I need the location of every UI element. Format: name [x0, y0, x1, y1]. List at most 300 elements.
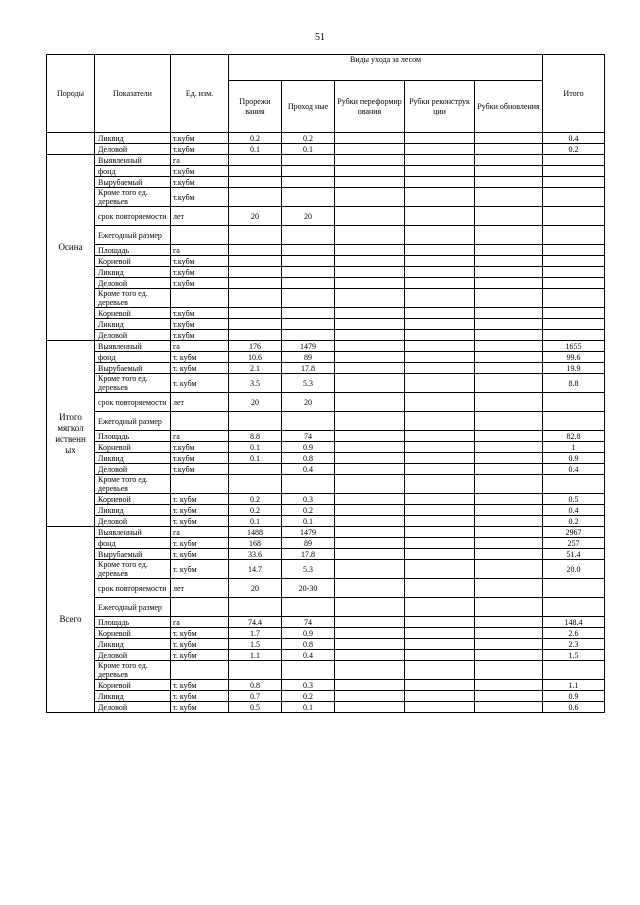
total-cell: 0.5 — [543, 494, 605, 505]
indicator-cell: Вырубаемый — [95, 363, 171, 374]
renewal-cell — [475, 289, 543, 308]
renewal-cell — [475, 278, 543, 289]
table-row — [47, 579, 605, 598]
reformation-cell — [335, 133, 405, 144]
thinning-cell — [229, 256, 282, 267]
renewal-cell — [475, 549, 543, 560]
reformation-cell — [335, 256, 405, 267]
indicator-cell: Ликвид — [95, 505, 171, 516]
reconstruction-cell — [405, 442, 475, 453]
reconstruction-cell — [405, 412, 475, 431]
unit-cell: т.кубм — [171, 330, 229, 341]
passing-cell — [282, 188, 335, 207]
reformation-cell — [335, 628, 405, 639]
indicator-cell: Ликвид — [95, 639, 171, 650]
indicator-cell: Вырубаемый — [95, 549, 171, 560]
unit-cell: т. кубм — [171, 691, 229, 702]
table-row — [47, 464, 605, 475]
thinning-cell — [229, 226, 282, 245]
table-row — [47, 319, 605, 330]
passing-cell — [282, 308, 335, 319]
reformation-cell — [335, 226, 405, 245]
table-header — [47, 55, 605, 133]
reconstruction-cell — [405, 431, 475, 442]
unit-cell: т. кубм — [171, 363, 229, 374]
table-row — [47, 431, 605, 442]
indicator-cell: срок повторяемости — [95, 579, 171, 598]
table-row — [47, 516, 605, 527]
indicator-cell: Корневой — [95, 308, 171, 319]
table-row — [47, 207, 605, 226]
table-row — [47, 256, 605, 267]
reconstruction-cell — [405, 691, 475, 702]
reformation-cell — [335, 680, 405, 691]
unit-cell: т. кубм — [171, 639, 229, 650]
indicator-cell: Кроме того ед. деревьев — [95, 374, 171, 393]
thinning-cell: 0.1 — [229, 144, 282, 155]
reformation-cell — [335, 188, 405, 207]
total-cell — [543, 245, 605, 256]
total-cell: 0.6 — [543, 702, 605, 713]
table-row — [47, 341, 605, 352]
total-cell — [543, 226, 605, 245]
renewal-cell — [475, 374, 543, 393]
renewal-cell — [475, 431, 543, 442]
reconstruction-cell — [405, 453, 475, 464]
reformation-cell — [335, 393, 405, 412]
reconstruction-cell — [405, 464, 475, 475]
thinning-cell: 0.2 — [229, 505, 282, 516]
reformation-cell — [335, 144, 405, 155]
renewal-cell — [475, 579, 543, 598]
indicator-cell: Деловой — [95, 650, 171, 661]
reconstruction-cell — [405, 166, 475, 177]
unit-cell: т.кубм — [171, 256, 229, 267]
total-cell: 8.8 — [543, 374, 605, 393]
passing-cell — [282, 475, 335, 494]
indicator-cell: срок повторяемости — [95, 393, 171, 412]
unit-cell: га — [171, 527, 229, 538]
indicator-cell: Ежегодный размер — [95, 226, 171, 245]
renewal-cell — [475, 166, 543, 177]
reformation-cell — [335, 453, 405, 464]
thinning-cell: 8.8 — [229, 431, 282, 442]
thinning-cell: 0.1 — [229, 516, 282, 527]
passing-cell — [282, 177, 335, 188]
renewal-cell — [475, 256, 543, 267]
renewal-cell — [475, 661, 543, 680]
unit-cell: т.кубм — [171, 442, 229, 453]
reconstruction-cell — [405, 341, 475, 352]
reformation-cell — [335, 538, 405, 549]
table-row — [47, 617, 605, 628]
species-cell — [47, 133, 95, 155]
indicator-cell: Ликвид — [95, 319, 171, 330]
reconstruction-cell — [405, 560, 475, 579]
table-row — [47, 598, 605, 617]
reconstruction-cell — [405, 680, 475, 691]
table-row — [47, 538, 605, 549]
table-row — [47, 494, 605, 505]
total-cell: 0.9 — [543, 453, 605, 464]
total-cell: 0.4 — [543, 464, 605, 475]
total-cell — [543, 188, 605, 207]
reconstruction-cell — [405, 628, 475, 639]
unit-cell — [171, 289, 229, 308]
reconstruction-cell — [405, 363, 475, 374]
reconstruction-cell — [405, 330, 475, 341]
reconstruction-cell — [405, 639, 475, 650]
table-row — [47, 330, 605, 341]
passing-cell: 89 — [282, 538, 335, 549]
thinning-cell: 20 — [229, 393, 282, 412]
total-cell: 51.4 — [543, 549, 605, 560]
thinning-cell — [229, 412, 282, 431]
passing-cell — [282, 267, 335, 278]
passing-cell: 89 — [282, 352, 335, 363]
table-row — [47, 650, 605, 661]
reformation-cell — [335, 661, 405, 680]
unit-cell: га — [171, 155, 229, 166]
indicator-cell: Ежегодный размер — [95, 412, 171, 431]
reconstruction-cell — [405, 352, 475, 363]
header-passing: Проход ные — [282, 81, 335, 133]
passing-cell — [282, 226, 335, 245]
total-cell: 0.2 — [543, 516, 605, 527]
unit-cell: т. кубм — [171, 680, 229, 691]
renewal-cell — [475, 505, 543, 516]
table-row — [47, 188, 605, 207]
reconstruction-cell — [405, 617, 475, 628]
renewal-cell — [475, 680, 543, 691]
unit-cell — [171, 661, 229, 680]
reformation-cell — [335, 319, 405, 330]
total-cell — [543, 393, 605, 412]
indicator-cell: Площадь — [95, 431, 171, 442]
renewal-cell — [475, 560, 543, 579]
reformation-cell — [335, 352, 405, 363]
reconstruction-cell — [405, 289, 475, 308]
reformation-cell — [335, 494, 405, 505]
reformation-cell — [335, 516, 405, 527]
total-cell: 1.1 — [543, 680, 605, 691]
passing-cell: 0.2 — [282, 133, 335, 144]
total-cell: 0.4 — [543, 133, 605, 144]
reformation-cell — [335, 431, 405, 442]
total-cell — [543, 155, 605, 166]
passing-cell: 5.3 — [282, 560, 335, 579]
renewal-cell — [475, 494, 543, 505]
total-cell — [543, 166, 605, 177]
passing-cell: 74 — [282, 617, 335, 628]
passing-cell — [282, 278, 335, 289]
thinning-cell: 0.1 — [229, 442, 282, 453]
thinning-cell: 14.7 — [229, 560, 282, 579]
renewal-cell — [475, 475, 543, 494]
total-cell: 1655 — [543, 341, 605, 352]
species-cell: Всего — [47, 527, 95, 713]
indicator-cell: Ликвид — [95, 267, 171, 278]
unit-cell: т. кубм — [171, 505, 229, 516]
thinning-cell: 0.7 — [229, 691, 282, 702]
thinning-cell: 10.6 — [229, 352, 282, 363]
thinning-cell — [229, 245, 282, 256]
reconstruction-cell — [405, 650, 475, 661]
reconstruction-cell — [405, 505, 475, 516]
unit-cell: т. кубм — [171, 560, 229, 579]
reformation-cell — [335, 442, 405, 453]
indicator-cell: Кроме того ед. деревьев — [95, 289, 171, 308]
passing-cell: 0.2 — [282, 505, 335, 516]
total-cell: 2.6 — [543, 628, 605, 639]
reformation-cell — [335, 579, 405, 598]
renewal-cell — [475, 144, 543, 155]
reconstruction-cell — [405, 579, 475, 598]
table-row — [47, 505, 605, 516]
unit-cell: лет — [171, 393, 229, 412]
table-row — [47, 374, 605, 393]
reformation-cell — [335, 549, 405, 560]
total-cell: 0.9 — [543, 691, 605, 702]
reconstruction-cell — [405, 661, 475, 680]
unit-cell: т.кубм — [171, 267, 229, 278]
header-unit: Ед. изм. — [171, 55, 229, 133]
table-row — [47, 245, 605, 256]
reconstruction-cell — [405, 319, 475, 330]
total-cell — [543, 319, 605, 330]
thinning-cell — [229, 177, 282, 188]
passing-cell: 1479 — [282, 341, 335, 352]
thinning-cell — [229, 166, 282, 177]
total-cell — [543, 475, 605, 494]
species-cell: Осина — [47, 155, 95, 341]
unit-cell: т. кубм — [171, 702, 229, 713]
header-total: Итого — [543, 55, 605, 133]
indicator-cell: Вырубаемый — [95, 177, 171, 188]
renewal-cell — [475, 207, 543, 226]
header-indicators: Показатели — [95, 55, 171, 133]
reformation-cell — [335, 691, 405, 702]
total-cell: 257 — [543, 538, 605, 549]
reformation-cell — [335, 308, 405, 319]
total-cell — [543, 412, 605, 431]
header-thinning: Прорежи вания — [229, 81, 282, 133]
indicator-cell: Кроме того ед. деревьев — [95, 188, 171, 207]
passing-cell: 74 — [282, 431, 335, 442]
renewal-cell — [475, 188, 543, 207]
table-row — [47, 702, 605, 713]
thinning-cell: 1.5 — [229, 639, 282, 650]
reconstruction-cell — [405, 256, 475, 267]
reconstruction-cell — [405, 527, 475, 538]
renewal-cell — [475, 453, 543, 464]
total-cell — [543, 278, 605, 289]
indicator-cell: срок повторяемости — [95, 207, 171, 226]
total-cell: 82.8 — [543, 431, 605, 442]
reformation-cell — [335, 560, 405, 579]
table-row — [47, 453, 605, 464]
unit-cell: т.кубм — [171, 319, 229, 330]
unit-cell: т. кубм — [171, 549, 229, 560]
table-row — [47, 412, 605, 431]
reformation-cell — [335, 598, 405, 617]
renewal-cell — [475, 464, 543, 475]
renewal-cell — [475, 516, 543, 527]
thinning-cell — [229, 278, 282, 289]
renewal-cell — [475, 442, 543, 453]
total-cell — [543, 177, 605, 188]
total-cell — [543, 661, 605, 680]
reconstruction-cell — [405, 702, 475, 713]
header-reformation: Рубки переформир ования — [335, 81, 405, 133]
indicator-cell: фонд — [95, 352, 171, 363]
passing-cell — [282, 245, 335, 256]
table-row — [47, 628, 605, 639]
indicator-cell: Выявленный — [95, 527, 171, 538]
total-cell: 20.0 — [543, 560, 605, 579]
reformation-cell — [335, 166, 405, 177]
unit-cell: т.кубм — [171, 188, 229, 207]
unit-cell: т. кубм — [171, 352, 229, 363]
reformation-cell — [335, 363, 405, 374]
reformation-cell — [335, 650, 405, 661]
passing-cell: 0.3 — [282, 680, 335, 691]
thinning-cell — [229, 319, 282, 330]
table-row — [47, 691, 605, 702]
table-row — [47, 363, 605, 374]
header-renewal: Рубки обновления — [475, 81, 543, 133]
reformation-cell — [335, 374, 405, 393]
unit-cell: га — [171, 245, 229, 256]
renewal-cell — [475, 177, 543, 188]
unit-cell: т. кубм — [171, 374, 229, 393]
thinning-cell: 168 — [229, 538, 282, 549]
reformation-cell — [335, 639, 405, 650]
passing-cell: 20 — [282, 207, 335, 226]
thinning-cell: 3.5 — [229, 374, 282, 393]
renewal-cell — [475, 245, 543, 256]
table-row — [47, 226, 605, 245]
indicator-cell: фонд — [95, 166, 171, 177]
thinning-cell: 0.2 — [229, 494, 282, 505]
thinning-cell — [229, 661, 282, 680]
reformation-cell — [335, 505, 405, 516]
table-row — [47, 352, 605, 363]
indicator-cell: Кроме того ед. деревьев — [95, 560, 171, 579]
indicator-cell: Деловой — [95, 278, 171, 289]
renewal-cell — [475, 155, 543, 166]
passing-cell — [282, 166, 335, 177]
unit-cell: лет — [171, 207, 229, 226]
table-row — [47, 527, 605, 538]
reformation-cell — [335, 330, 405, 341]
renewal-cell — [475, 628, 543, 639]
thinning-cell: 1.7 — [229, 628, 282, 639]
renewal-cell — [475, 639, 543, 650]
passing-cell: 0.4 — [282, 464, 335, 475]
reconstruction-cell — [405, 155, 475, 166]
passing-cell: 20-30 — [282, 579, 335, 598]
renewal-cell — [475, 393, 543, 412]
thinning-cell — [229, 188, 282, 207]
renewal-cell — [475, 617, 543, 628]
reconstruction-cell — [405, 393, 475, 412]
total-cell: 148.4 — [543, 617, 605, 628]
reformation-cell — [335, 464, 405, 475]
unit-cell: га — [171, 617, 229, 628]
table-row — [47, 560, 605, 579]
table-body — [47, 133, 605, 713]
unit-cell: т.кубм — [171, 166, 229, 177]
unit-cell: т.кубм — [171, 453, 229, 464]
renewal-cell — [475, 226, 543, 245]
renewal-cell — [475, 267, 543, 278]
indicator-cell: Корневой — [95, 628, 171, 639]
total-cell: 1 — [543, 442, 605, 453]
total-cell — [543, 256, 605, 267]
total-cell: 1.5 — [543, 650, 605, 661]
total-cell — [543, 579, 605, 598]
total-cell: 2.3 — [543, 639, 605, 650]
indicator-cell: Корневой — [95, 256, 171, 267]
indicator-cell: Площадь — [95, 245, 171, 256]
reconstruction-cell — [405, 133, 475, 144]
total-cell: 0.2 — [543, 144, 605, 155]
reformation-cell — [335, 341, 405, 352]
table-row — [47, 680, 605, 691]
passing-cell: 17.8 — [282, 363, 335, 374]
indicator-cell: Кроме того ед. деревьев — [95, 475, 171, 494]
reformation-cell — [335, 177, 405, 188]
page-number: 51 — [315, 32, 325, 43]
unit-cell — [171, 226, 229, 245]
indicator-cell: Деловой — [95, 144, 171, 155]
thinning-cell: 20 — [229, 579, 282, 598]
renewal-cell — [475, 341, 543, 352]
passing-cell: 5.3 — [282, 374, 335, 393]
total-cell — [543, 598, 605, 617]
table-row — [47, 133, 605, 144]
passing-cell — [282, 256, 335, 267]
unit-cell: т.кубм — [171, 278, 229, 289]
renewal-cell — [475, 538, 543, 549]
thinning-cell — [229, 308, 282, 319]
indicator-cell: Корневой — [95, 680, 171, 691]
header-care-types: Виды ухода за лесом — [229, 55, 543, 81]
total-cell — [543, 308, 605, 319]
renewal-cell — [475, 363, 543, 374]
renewal-cell — [475, 598, 543, 617]
reformation-cell — [335, 412, 405, 431]
thinning-cell — [229, 330, 282, 341]
reformation-cell — [335, 155, 405, 166]
thinning-cell: 33.6 — [229, 549, 282, 560]
unit-cell: т.кубм — [171, 144, 229, 155]
reconstruction-cell — [405, 188, 475, 207]
unit-cell: т. кубм — [171, 628, 229, 639]
unit-cell — [171, 475, 229, 494]
thinning-cell: 1488 — [229, 527, 282, 538]
passing-cell: 0.4 — [282, 650, 335, 661]
unit-cell: т.кубм — [171, 177, 229, 188]
passing-cell — [282, 319, 335, 330]
unit-cell — [171, 412, 229, 431]
indicator-cell: Выявленный — [95, 155, 171, 166]
thinning-cell: 0.5 — [229, 702, 282, 713]
passing-cell — [282, 661, 335, 680]
passing-cell: 0.8 — [282, 453, 335, 464]
passing-cell — [282, 330, 335, 341]
